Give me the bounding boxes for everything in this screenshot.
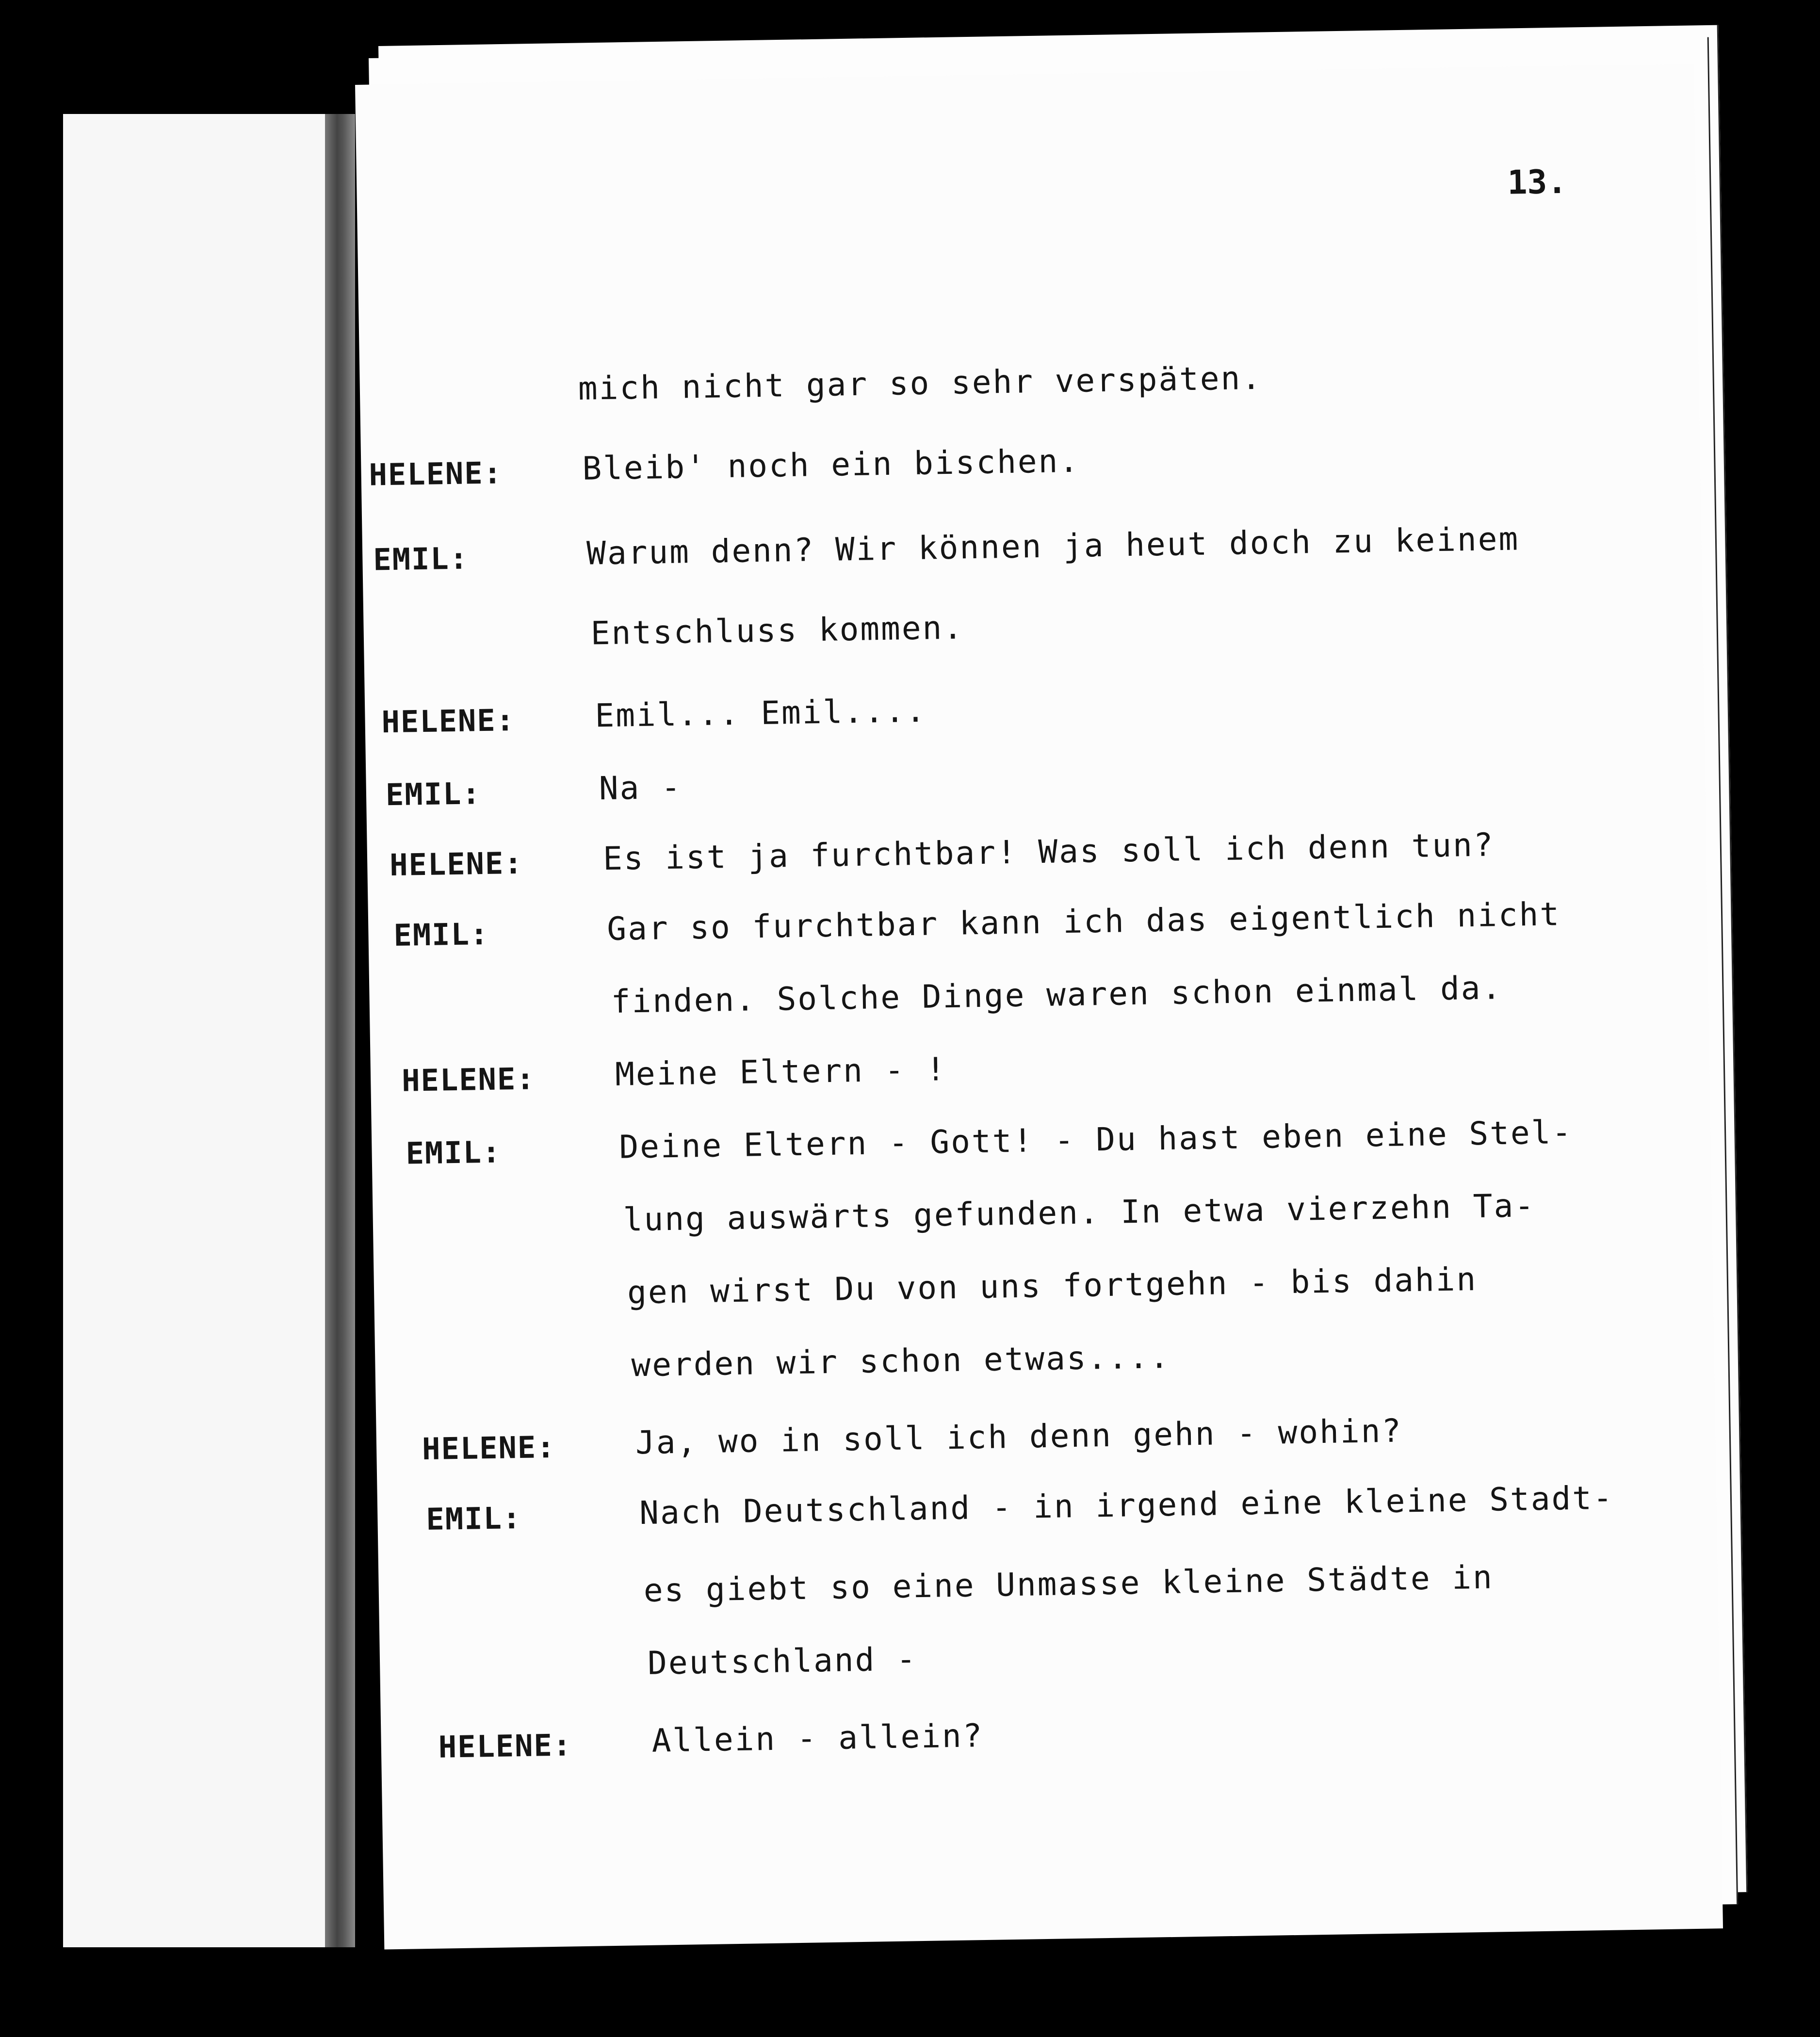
dialogue-line: Gar so furchtbar kann ich das eigentlich nicht (606, 895, 1561, 948)
dialogue-line: Bleib' noch ein bischen. (582, 442, 1080, 487)
dialogue-line: gen wirst Du von uns fortgehn - bis dahin (627, 1260, 1478, 1311)
speaker-label: HELENE: (422, 1429, 556, 1467)
binding-strip (325, 114, 355, 1947)
dialogue-line: werden wir schon etwas.... (631, 1338, 1171, 1384)
speaker-label: EMIL: (373, 540, 469, 578)
dialogue-line: Na - (599, 768, 682, 808)
dialogue-line: Entschluss kommen. (590, 609, 964, 652)
speaker-label: EMIL: (406, 1134, 502, 1171)
facing-page-edge (63, 114, 339, 1947)
dialogue-line: Ja, wo in soll ich denn gehn - wohin? (635, 1412, 1403, 1462)
speaker-label: HELENE: (438, 1727, 572, 1765)
speaker-label: EMIL: (425, 1500, 522, 1537)
dialogue-line: Es ist ja furchtbar! Was soll ich denn tun? (602, 826, 1495, 878)
speaker-label: HELENE: (369, 455, 503, 493)
dialogue-line: finden. Solche Dinge waren schon einmal da. (611, 969, 1503, 1020)
speaker-label: HELENE: (389, 845, 524, 883)
page-number: 13. (1507, 162, 1567, 202)
dialogue-line: Warum denn? Wir können ja heut doch zu keinem (586, 520, 1520, 572)
document-page (355, 64, 1723, 1950)
dialogue-line: Deutschland - (647, 1640, 918, 1682)
speaker-label: HELENE: (401, 1061, 536, 1099)
speaker-label: HELENE: (381, 702, 516, 740)
dialogue-line: Deine Eltern - Gott! - Du hast eben eine Stel- (618, 1113, 1573, 1166)
dialogue-line: Emil... Emil.... (594, 692, 927, 735)
speaker-label: EMIL: (385, 776, 482, 813)
dialogue-line: Meine Eltern - ! (615, 1051, 947, 1093)
dialogue-line: es giebt so eine Unmasse kleine Städte in (643, 1558, 1494, 1610)
speaker-label: EMIL: (393, 916, 489, 953)
dialogue-line: lung auswärts gefunden. In etwa vierzehn Ta- (623, 1187, 1536, 1239)
dialogue-line: Allein - allein? (651, 1717, 984, 1760)
dialogue-line: Nach Deutschland - in irgend eine kleine Stadt- (639, 1479, 1614, 1532)
dialogue-line: mich nicht gar so sehr verspäten. (578, 359, 1263, 407)
